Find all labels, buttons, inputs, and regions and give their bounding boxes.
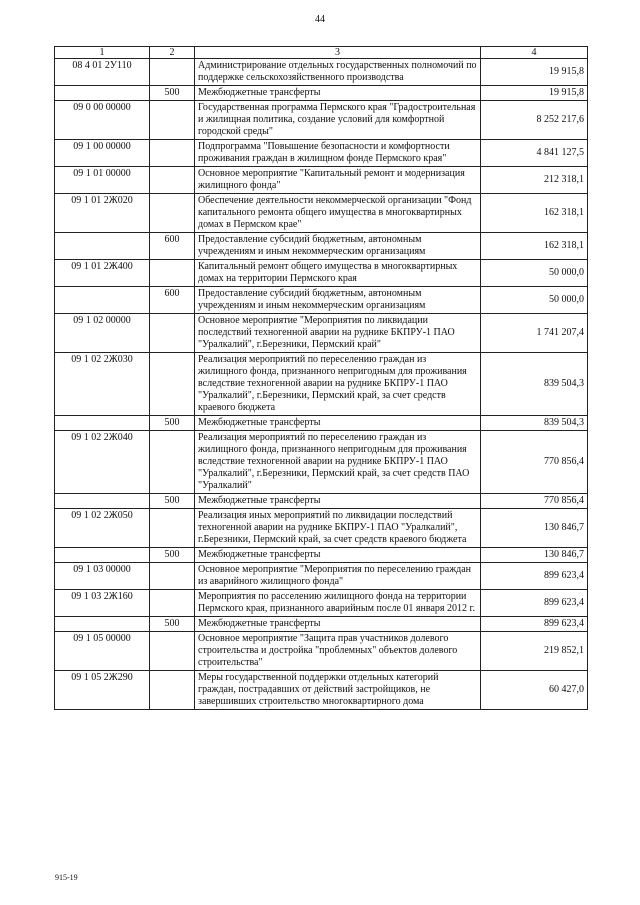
cell-name: Основное мероприятие "Капитальный ремонт и модернизация жилищного фонда" [195, 167, 481, 194]
table-row [55, 314, 588, 353]
cell-code: 09 1 01 00000 [55, 167, 150, 194]
column-header-expense-type: 2 [150, 47, 195, 59]
table-row [55, 590, 588, 617]
cell-expense-type: 500 [150, 86, 195, 101]
cell-expense-type [150, 314, 195, 353]
table-row [55, 416, 588, 431]
cell-code [55, 617, 150, 632]
table-row [55, 353, 588, 416]
cell-name: Предоставление субсидий бюджетным, автономным учреждениям и иным некоммерческим организациям [195, 287, 481, 314]
table-row [55, 140, 588, 167]
cell-name: Обеспечение деятельности некоммерческой организации "Фонд капитального ремонта общего имущества в многоквартирных домах в Пермском крае" [195, 194, 481, 233]
table-row [55, 233, 588, 260]
table-row [55, 632, 588, 671]
cell-sum: 130 846,7 [481, 509, 588, 548]
document-footer-code: 915-19 [55, 873, 78, 882]
cell-code: 09 1 02 2Ж040 [55, 431, 150, 494]
cell-name: Мероприятия по расселению жилищного фонда на территории Пермского края, признанного аварийным после 01 января 2012 г. [195, 590, 481, 617]
table-row [55, 167, 588, 194]
cell-expense-type: 600 [150, 287, 195, 314]
cell-sum: 219 852,1 [481, 632, 588, 671]
cell-sum: 162 318,1 [481, 233, 588, 260]
cell-code [55, 494, 150, 509]
cell-expense-type [150, 353, 195, 416]
table-row [55, 86, 588, 101]
cell-expense-type: 500 [150, 494, 195, 509]
cell-sum: 1 741 207,4 [481, 314, 588, 353]
cell-expense-type [150, 671, 195, 710]
cell-code: 09 1 02 00000 [55, 314, 150, 353]
cell-name: Подпрограмма "Повышение безопасности и комфортности проживания граждан в жилищном фонде Пермского края" [195, 140, 481, 167]
cell-expense-type [150, 140, 195, 167]
table-body [55, 59, 588, 710]
budget-table [54, 46, 588, 710]
cell-sum: 130 846,7 [481, 548, 588, 563]
cell-name: Реализация мероприятий по переселению граждан из жилищного фонда, признанного непригодным для проживания вследствие техногенной аварии на руднике БКПРУ-1 ПАО "Уралкалий", г.Березники, Пермский край, за счет средств ПАО "Уралкалий" [195, 431, 481, 494]
table-row [55, 563, 588, 590]
cell-expense-type: 500 [150, 617, 195, 632]
cell-name: Государственная программа Пермского края "Градостроительная и жилищная политика, создание условий для комфортной городской среды" [195, 101, 481, 140]
cell-sum: 19 915,8 [481, 59, 588, 86]
cell-expense-type [150, 194, 195, 233]
cell-code: 09 0 00 00000 [55, 101, 150, 140]
cell-expense-type [150, 590, 195, 617]
cell-code [55, 287, 150, 314]
table-row [55, 671, 588, 710]
cell-sum: 899 623,4 [481, 563, 588, 590]
cell-name: Межбюджетные трансферты [195, 494, 481, 509]
cell-sum: 770 856,4 [481, 494, 588, 509]
column-header-code: 1 [55, 47, 150, 59]
table-row [55, 431, 588, 494]
cell-expense-type [150, 260, 195, 287]
cell-expense-type [150, 632, 195, 671]
cell-sum: 60 427,0 [481, 671, 588, 710]
cell-code [55, 548, 150, 563]
cell-code: 09 1 05 2Ж290 [55, 671, 150, 710]
page-number: 44 [315, 14, 325, 25]
cell-code [55, 233, 150, 260]
table-header-row [55, 47, 588, 59]
cell-name: Межбюджетные трансферты [195, 617, 481, 632]
cell-name: Межбюджетные трансферты [195, 86, 481, 101]
cell-sum: 839 504,3 [481, 353, 588, 416]
cell-code: 09 1 05 00000 [55, 632, 150, 671]
cell-code: 09 1 02 2Ж030 [55, 353, 150, 416]
cell-sum: 8 252 217,6 [481, 101, 588, 140]
cell-name: Капитальный ремонт общего имущества в многоквартирных домах на территории Пермского края [195, 260, 481, 287]
cell-expense-type [150, 59, 195, 86]
table-row [55, 194, 588, 233]
cell-name: Основное мероприятие "Мероприятия по ликвидации последствий техногенной аварии на руднике БКПРУ-1 ПАО "Уралкалий", г.Березники, Пермский край" [195, 314, 481, 353]
cell-expense-type: 500 [150, 416, 195, 431]
cell-sum: 839 504,3 [481, 416, 588, 431]
cell-name: Меры государственной поддержки отдельных категорий граждан, пострадавших от действий застройщиков, не завершивших строительство многоквартирного дома [195, 671, 481, 710]
table-row [55, 617, 588, 632]
cell-code: 09 1 02 2Ж050 [55, 509, 150, 548]
cell-code: 09 1 01 2Ж400 [55, 260, 150, 287]
cell-name: Реализация мероприятий по переселению граждан из жилищного фонда, признанного непригодным для проживания вследствие техногенной аварии на руднике БКПРУ-1 ПАО "Уралкалий", г.Березники, Пермский край, за счет средств краевого бюджета [195, 353, 481, 416]
cell-code [55, 416, 150, 431]
cell-name: Межбюджетные трансферты [195, 416, 481, 431]
cell-expense-type [150, 167, 195, 194]
cell-name: Предоставление субсидий бюджетным, автономным учреждениям и иным некоммерческим организациям [195, 233, 481, 260]
table-row [55, 509, 588, 548]
cell-expense-type [150, 563, 195, 590]
cell-sum: 212 318,1 [481, 167, 588, 194]
cell-sum: 50 000,0 [481, 260, 588, 287]
cell-expense-type [150, 431, 195, 494]
cell-expense-type: 500 [150, 548, 195, 563]
table-row [55, 548, 588, 563]
cell-sum: 899 623,4 [481, 617, 588, 632]
cell-name: Основное мероприятие "Мероприятия по переселению граждан из аварийного жилищного фонда" [195, 563, 481, 590]
table-row [55, 59, 588, 86]
cell-sum: 4 841 127,5 [481, 140, 588, 167]
cell-expense-type [150, 101, 195, 140]
table-row [55, 260, 588, 287]
cell-sum: 50 000,0 [481, 287, 588, 314]
cell-name: Межбюджетные трансферты [195, 548, 481, 563]
cell-expense-type: 600 [150, 233, 195, 260]
cell-code: 08 4 01 2У110 [55, 59, 150, 86]
cell-code [55, 86, 150, 101]
cell-sum: 899 623,4 [481, 590, 588, 617]
table-row [55, 287, 588, 314]
cell-name: Администрирование отдельных государственных полномочий по поддержке сельскохозяйственного производства [195, 59, 481, 86]
cell-code: 09 1 01 2Ж020 [55, 194, 150, 233]
cell-sum: 19 915,8 [481, 86, 588, 101]
cell-code: 09 1 03 00000 [55, 563, 150, 590]
cell-name: Реализация иных мероприятий по ликвидации последствий техногенной аварии на руднике БКПРУ-1 ПАО "Уралкалий", г.Березники, Пермский край, за счет средств краевого бюджета [195, 509, 481, 548]
cell-sum: 770 856,4 [481, 431, 588, 494]
cell-expense-type [150, 509, 195, 548]
column-header-sum: 4 [481, 47, 588, 59]
column-header-name: 3 [195, 47, 481, 59]
table-row [55, 101, 588, 140]
cell-name: Основное мероприятие "Защита прав участников долевого строительства и достройка "проблемных" объектов долевого строительства" [195, 632, 481, 671]
cell-sum: 162 318,1 [481, 194, 588, 233]
cell-code: 09 1 03 2Ж160 [55, 590, 150, 617]
cell-code: 09 1 00 00000 [55, 140, 150, 167]
table-row [55, 494, 588, 509]
